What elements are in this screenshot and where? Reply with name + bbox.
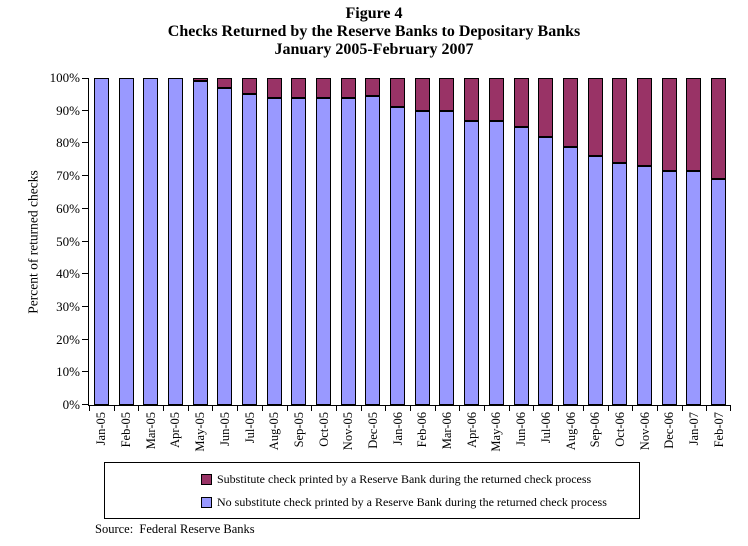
x-axis-label: Jan-06 (390, 412, 405, 446)
y-tick-label: 20% (56, 331, 80, 347)
bar-segment-no-substitute-check (464, 121, 479, 405)
x-axis-label: Feb-05 (119, 412, 134, 448)
bar-segment-substitute-check (217, 78, 232, 88)
bar-may-06 (484, 78, 509, 405)
bar-jun-06 (509, 78, 534, 405)
bar-segment-substitute-check (662, 78, 677, 171)
bar-jan-06 (385, 78, 410, 405)
bar-segment-no-substitute-check (612, 163, 627, 405)
x-axis-label: Jan-07 (686, 412, 701, 446)
legend-row (201, 495, 639, 509)
bar-segment-substitute-check (341, 78, 356, 98)
bar-segment-no-substitute-check (662, 171, 677, 405)
title-main: Checks Returned by the Reserve Banks to Depositary Banks (167, 23, 581, 40)
bar-segment-no-substitute-check (217, 88, 232, 405)
bar-segment-substitute-check (711, 78, 726, 179)
y-tick-mark (82, 306, 89, 307)
x-axis-label: Feb-07 (711, 412, 726, 448)
y-tick-label: 70% (56, 168, 80, 184)
bar-segment-substitute-check (514, 78, 529, 127)
y-tick-mark (82, 371, 89, 372)
x-tick-mark (657, 405, 658, 411)
x-tick-mark (336, 405, 337, 411)
x-axis-label: Sep-06 (588, 412, 603, 448)
bar-segment-no-substitute-check (365, 96, 380, 405)
bar-mar-05 (138, 78, 163, 405)
x-tick-mark (287, 405, 288, 411)
x-axis-label: Jul-05 (242, 412, 257, 444)
bar-oct-05 (311, 78, 336, 405)
x-tick-mark (435, 405, 436, 411)
x-axis-label: Apr-06 (464, 412, 479, 448)
bar-segment-substitute-check (267, 78, 282, 98)
bar-nov-05 (336, 78, 361, 405)
bar-jul-06 (533, 78, 558, 405)
x-tick-mark (509, 405, 510, 411)
bar-mar-06 (435, 78, 460, 405)
x-tick-mark (89, 405, 90, 411)
bar-feb-07 (706, 78, 731, 405)
bar-jul-05 (237, 78, 262, 405)
bar-segment-no-substitute-check (514, 127, 529, 405)
x-axis-label: Sep-05 (291, 412, 306, 448)
title-date-range: January 2005-February 2007 (274, 41, 474, 58)
y-tick-label: 80% (56, 135, 80, 151)
x-tick-mark (558, 405, 559, 411)
bar-aug-06 (558, 78, 583, 405)
x-axis-label: Oct-05 (316, 412, 331, 447)
x-axis-label: Jan-05 (94, 412, 109, 446)
x-axis-label: Jul-06 (538, 412, 553, 444)
x-axis-label: Mar-05 (143, 412, 158, 450)
x-axis-label: Oct-06 (612, 412, 627, 447)
y-tick-mark (82, 78, 89, 79)
x-tick-mark (188, 405, 189, 411)
bar-segment-substitute-check (637, 78, 652, 166)
bar-sep-05 (287, 78, 312, 405)
legend-swatch-icon (201, 497, 212, 508)
x-axis-label: Aug-05 (267, 412, 282, 451)
chart-title (0, 5, 748, 59)
bar-segment-substitute-check (291, 78, 306, 98)
bar-segment-substitute-check (390, 78, 405, 107)
bar-segment-no-substitute-check (439, 111, 454, 405)
y-tick-mark (82, 175, 89, 176)
bar-segment-substitute-check (563, 78, 578, 147)
bar-segment-no-substitute-check (489, 121, 504, 405)
bar-feb-06 (410, 78, 435, 405)
legend-swatch-icon (201, 474, 212, 485)
x-tick-mark (385, 405, 386, 411)
x-axis-label: Jun-06 (514, 412, 529, 447)
y-tick-mark (82, 208, 89, 209)
bar-segment-substitute-check (464, 78, 479, 121)
y-tick-label: 40% (56, 266, 80, 282)
x-axis-label: Aug-06 (563, 412, 578, 451)
x-tick-mark (484, 405, 485, 411)
legend-row (201, 472, 639, 486)
y-tick-mark (82, 273, 89, 274)
y-tick-mark (82, 404, 89, 405)
bar-segment-substitute-check (415, 78, 430, 111)
x-axis-label: Jun-05 (217, 412, 232, 447)
y-tick-label: 10% (56, 364, 80, 380)
bar-sep-06 (583, 78, 608, 405)
x-axis-label: Feb-06 (415, 412, 430, 448)
x-tick-mark (212, 405, 213, 411)
y-tick-mark (82, 339, 89, 340)
bar-segment-no-substitute-check (267, 98, 282, 405)
x-tick-mark (237, 405, 238, 411)
bar-segment-substitute-check (588, 78, 603, 156)
plot-inner (49, 70, 731, 452)
x-tick-mark (583, 405, 584, 411)
bar-segment-no-substitute-check (637, 166, 652, 405)
bar-apr-05 (163, 78, 188, 405)
bar-oct-06 (607, 78, 632, 405)
y-tick-mark (82, 110, 89, 111)
bar-segment-substitute-check (489, 78, 504, 121)
x-tick-mark (632, 405, 633, 411)
bar-jun-05 (212, 78, 237, 405)
y-tick-label: 100% (49, 70, 80, 85)
bar-aug-05 (262, 78, 287, 405)
bar-segment-no-substitute-check (341, 98, 356, 405)
x-axis-label: Apr-05 (168, 412, 183, 448)
bar-segment-substitute-check (365, 78, 380, 96)
x-tick-mark (138, 405, 139, 411)
bar-segment-no-substitute-check (291, 98, 306, 405)
y-tick-label: 60% (56, 200, 80, 216)
source-note: Source: Federal Reserve Banks (95, 522, 255, 536)
bar-may-05 (188, 78, 213, 405)
x-axis-label: May-05 (193, 412, 208, 452)
bar-feb-05 (114, 78, 139, 405)
bar-segment-substitute-check (612, 78, 627, 163)
bar-segment-substitute-check (686, 78, 701, 171)
bar-segment-no-substitute-check (415, 111, 430, 405)
bar-nov-06 (632, 78, 657, 405)
y-tick-mark (82, 241, 89, 242)
legend-label: No substitute check printed by a Reserve Bank during the returned check process (217, 495, 607, 509)
bar-segment-no-substitute-check (588, 156, 603, 405)
x-tick-mark (682, 405, 683, 411)
bar-segment-no-substitute-check (563, 147, 578, 405)
bar-segment-no-substitute-check (538, 137, 553, 405)
bar-segment-no-substitute-check (193, 81, 208, 405)
x-axis-label: Dec-05 (365, 412, 380, 449)
y-tick-label: 90% (56, 102, 80, 118)
y-tick-mark (82, 142, 89, 143)
x-axis-label: May-06 (489, 412, 504, 452)
bars-container (89, 78, 731, 405)
title-figure-number: Figure 4 (345, 5, 403, 22)
y-tick-label: 30% (56, 298, 80, 314)
x-tick-mark (311, 405, 312, 411)
x-tick-mark (163, 405, 164, 411)
x-tick-mark (410, 405, 411, 411)
legend-label: Substitute check printed by a Reserve Bank during the returned check process (217, 472, 592, 486)
y-tick-label: 0% (62, 397, 80, 412)
x-tick-mark (114, 405, 115, 411)
x-tick-mark (533, 405, 534, 411)
x-axis-label: Dec-06 (662, 412, 677, 449)
legend (104, 462, 640, 519)
x-tick-mark (730, 405, 731, 411)
bar-segment-no-substitute-check (94, 78, 109, 405)
bar-segment-no-substitute-check (143, 78, 158, 405)
x-axis-label: Nov-05 (341, 412, 356, 451)
bar-segment-substitute-check (242, 78, 257, 94)
bar-segment-no-substitute-check (390, 107, 405, 405)
x-tick-mark (706, 405, 707, 411)
bar-segment-no-substitute-check (711, 179, 726, 405)
y-tick-label: 50% (56, 233, 80, 249)
x-axis-label: Mar-06 (440, 412, 455, 450)
bar-segment-no-substitute-check (242, 94, 257, 405)
bar-segment-substitute-check (439, 78, 454, 111)
bar-segment-substitute-check (316, 78, 331, 98)
bar-segment-substitute-check (538, 78, 553, 137)
bar-apr-06 (459, 78, 484, 405)
x-axis-label: Nov-06 (637, 412, 652, 451)
x-tick-mark (608, 405, 609, 411)
bar-segment-no-substitute-check (316, 98, 331, 405)
bar-jan-07 (682, 78, 707, 405)
bar-jan-05 (89, 78, 114, 405)
bar-segment-no-substitute-check (119, 78, 134, 405)
bar-segment-no-substitute-check (686, 171, 701, 405)
x-tick-mark (262, 405, 263, 411)
x-tick-mark (361, 405, 362, 411)
bar-dec-05 (361, 78, 386, 405)
x-tick-mark (459, 405, 460, 411)
bar-segment-no-substitute-check (168, 78, 183, 405)
y-axis-title: Percent of returned checks (25, 170, 41, 314)
plot-area (49, 70, 731, 452)
bar-dec-06 (657, 78, 682, 405)
